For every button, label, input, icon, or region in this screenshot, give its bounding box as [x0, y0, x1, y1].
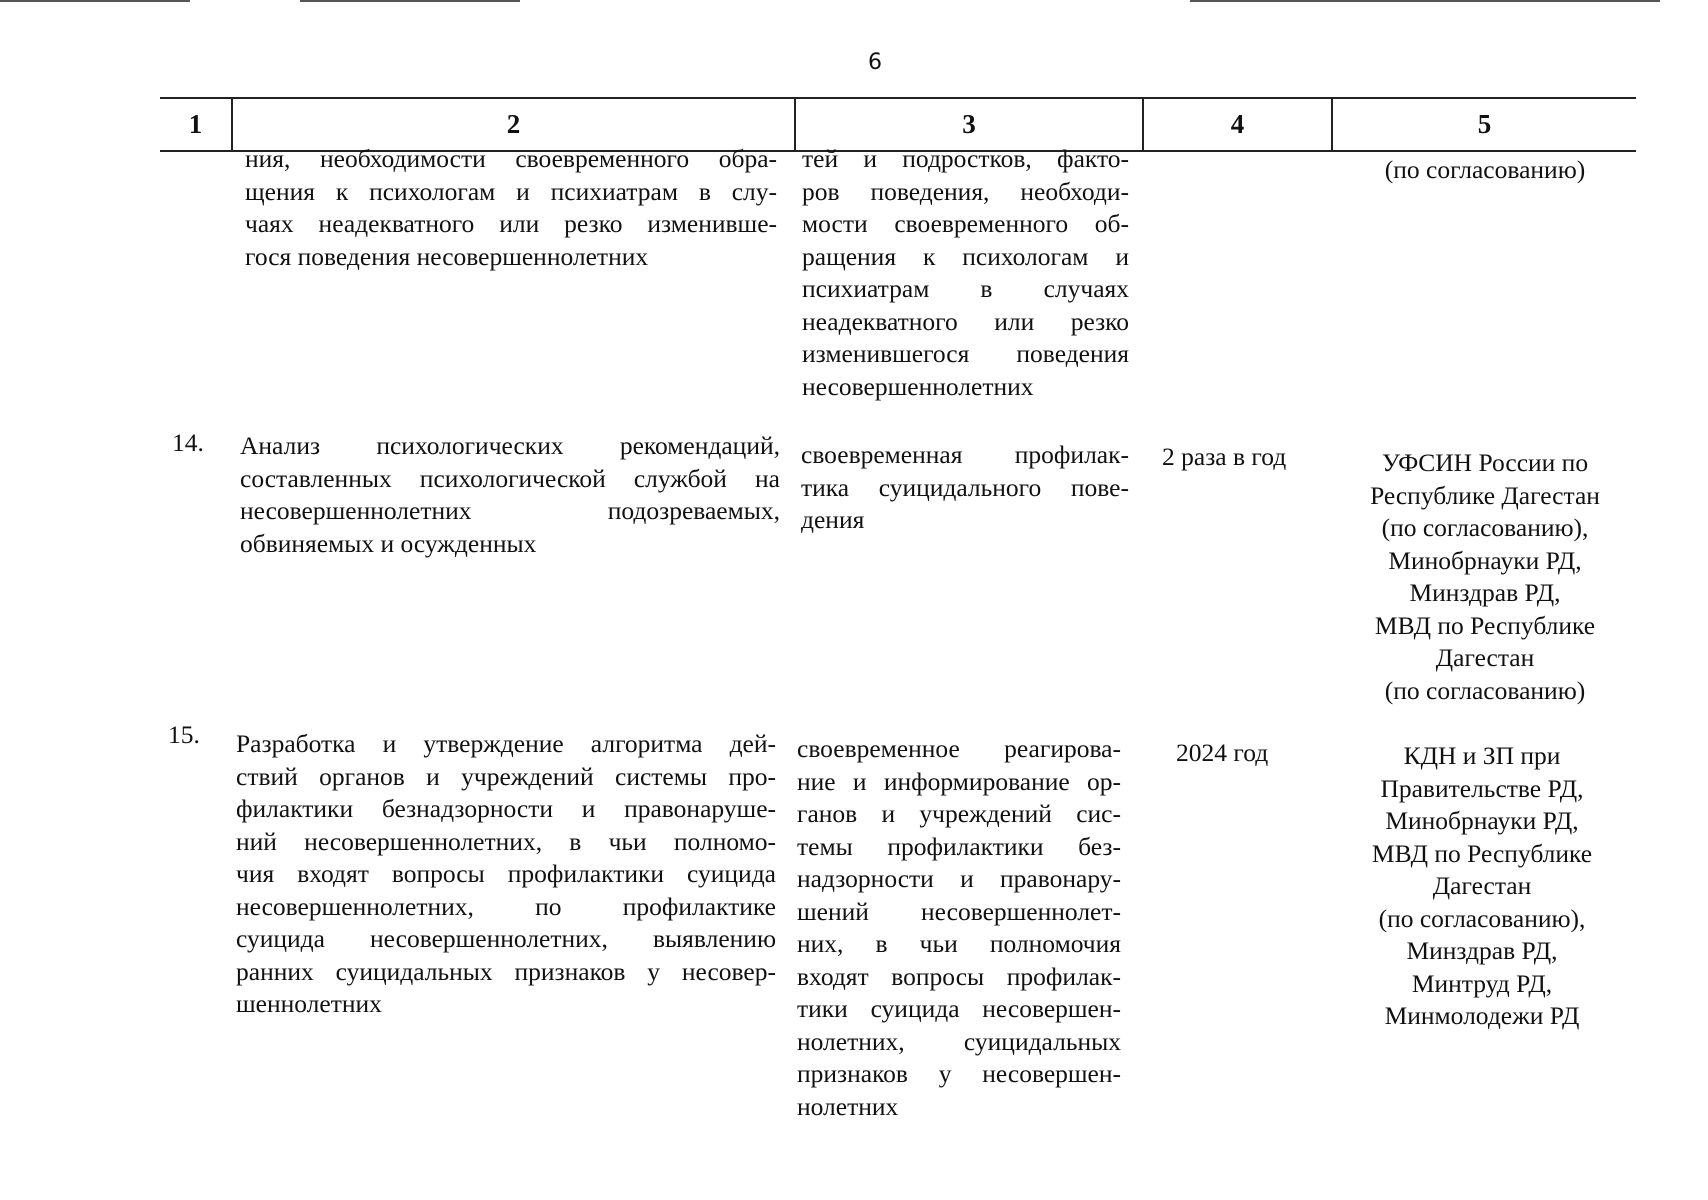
text-line: ния, необходимости своевременного обра- — [245, 144, 777, 173]
text-line: нолетних — [797, 1091, 899, 1121]
text-line: своевременное реагирова- — [797, 734, 1121, 763]
row-number: 14. — [172, 428, 204, 457]
text-line: щения к психологам и психиатрам в слу- — [245, 176, 777, 206]
text-line: них, в чьи полномочия — [797, 929, 1121, 958]
text-line: мости своевременного об- — [802, 209, 1129, 238]
text-line: ний несовершеннолетних, в чьи полномо- — [236, 826, 776, 856]
text-line: УФСИН России по — [1381, 448, 1589, 477]
row-15-col2 — [236, 728, 776, 1021]
continuation-col5 — [1340, 154, 1630, 187]
header-col-4: 4 — [1230, 108, 1245, 139]
header-col-3: 3 — [962, 108, 976, 139]
row-14-col3 — [801, 439, 1129, 537]
text-line: МВД по Республике — [1371, 838, 1593, 868]
text-line: (по согласованию) — [1384, 155, 1586, 184]
text-line: входят вопросы профилак- — [797, 961, 1121, 991]
text-line: дения — [801, 505, 865, 534]
text-line: психиатрам в случаях — [802, 274, 1129, 303]
text-line: неадекватного или резко — [802, 306, 1129, 336]
text-line: Минздрав РД, — [1409, 578, 1561, 607]
text-line: (по согласованию), — [1381, 513, 1589, 542]
text-line: Правительстве РД, — [1380, 773, 1584, 803]
text-line: изменившегося поведения — [802, 339, 1129, 368]
text-line: ствий органов и учреждений системы про- — [236, 761, 776, 791]
text-line: тей и подростков, факто- — [802, 144, 1129, 173]
text-line: Минобрнауки РД, — [1385, 806, 1579, 835]
row-14-col5 — [1340, 447, 1630, 707]
text-line: Минздрав РД, — [1406, 936, 1558, 965]
text-line: гося поведения несовершеннолетних — [245, 241, 649, 271]
text-line: филактики безнадзорности и правонаруше- — [236, 794, 776, 823]
text-line: шеннолетних — [236, 989, 382, 1018]
text-line: ращения к психологам и — [802, 241, 1129, 271]
header-col-5: 5 — [1477, 108, 1492, 139]
text-line: Разработка и утверждение алгоритма дей- — [236, 729, 776, 758]
row-14-col2 — [240, 430, 780, 560]
text-line: темы профилактики без- — [797, 831, 1121, 861]
text-line: Дагестан — [1435, 643, 1535, 672]
text-line: тика суицидального пове- — [801, 472, 1129, 502]
scan-edge-middle — [300, 0, 520, 2]
text-line: ганов и учреждений сис- — [797, 799, 1121, 828]
text-line: ров поведения, необходи- — [802, 176, 1129, 206]
text-line: ние и информирование ор- — [797, 766, 1121, 796]
row-15-col5 — [1337, 740, 1627, 1033]
text-line: Минтруд РД, — [1411, 968, 1553, 998]
text-line: несовершеннолетних — [802, 371, 1034, 401]
row-15-col4: 2024 год — [1176, 738, 1269, 767]
text-line: надзорности и правонару- — [797, 864, 1121, 893]
text-line: шений несовершеннолет- — [797, 896, 1121, 926]
text-line: КДН и ЗП при — [1403, 741, 1561, 770]
continuation-col3 — [802, 143, 1129, 403]
header-col-1: 1 — [188, 108, 203, 139]
text-line: (по согласованию), — [1378, 903, 1586, 933]
text-line: своевременная профилак- — [801, 440, 1129, 469]
text-line: (по согласованию) — [1384, 675, 1586, 705]
text-line: Минмолодежи РД — [1384, 1001, 1580, 1030]
text-line: несовершеннолетних подозреваемых, — [240, 496, 780, 525]
text-line: Дагестан — [1432, 871, 1532, 900]
text-line: несовершеннолетних, по профилактике — [236, 891, 776, 921]
text-line: нолетних, суицидальных — [797, 1026, 1121, 1056]
text-line: суицида несовершеннолетних, выявлению — [236, 924, 776, 953]
text-line: тики суицида несовершен- — [797, 994, 1121, 1023]
header-col-2: 2 — [506, 108, 521, 139]
text-line: Анализ психологических рекомендаций, — [240, 431, 780, 460]
text-line: составленных психологической службой на — [240, 463, 780, 493]
text-line: чаях неадекватного или резко изменивше- — [245, 209, 777, 238]
text-line: признаков у несовершен- — [797, 1059, 1121, 1088]
continuation-col2 — [245, 143, 777, 273]
text-line: Республике Дагестан — [1370, 480, 1600, 510]
row-15-col3 — [797, 733, 1121, 1123]
scan-edge-right — [1190, 0, 1660, 2]
text-line: МВД по Республике — [1374, 610, 1596, 640]
scan-edge-left — [0, 0, 190, 2]
text-line: Минобрнауки РД, — [1388, 545, 1582, 575]
row-number: 15. — [168, 720, 200, 749]
row-14-col4: 2 раза в год — [1162, 442, 1287, 471]
text-line: ранних суицидальных признаков у несовер- — [236, 956, 776, 986]
text-line: чия входят вопросы профилактики суицида — [236, 859, 776, 888]
text-line: обвиняемых и осужденных — [240, 528, 537, 558]
page-number: 6 — [868, 50, 882, 75]
